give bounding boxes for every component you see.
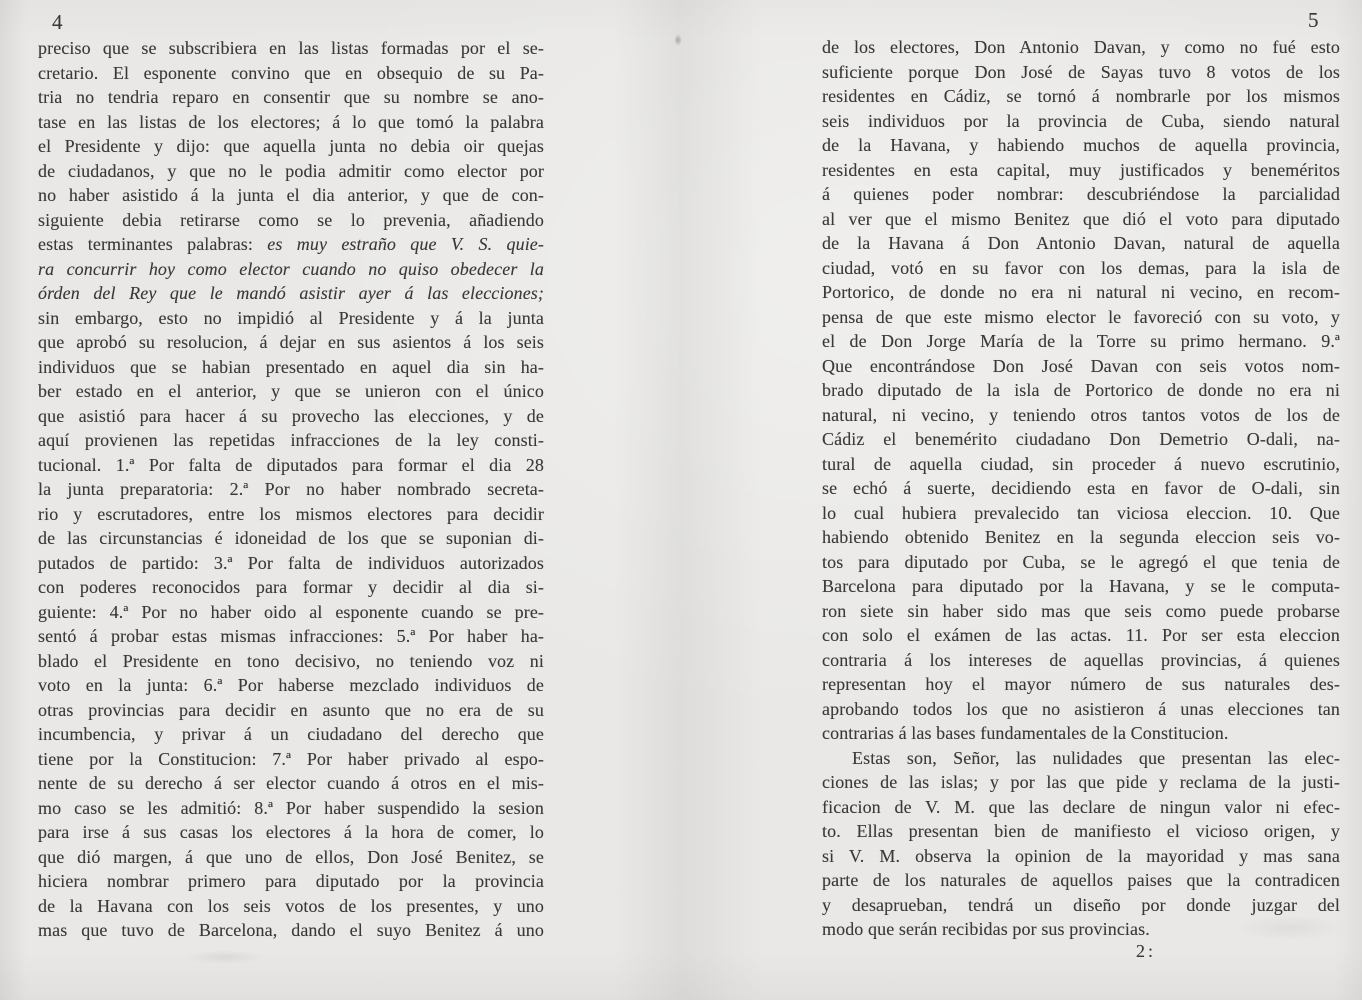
text-segment: pensa de que este mismo elector le favoreció con su voto, y [822, 306, 1340, 327]
text-segment: mo caso se les admitió: 8.ª Por haber suspendido la sesion [38, 797, 544, 818]
text-segment: to. Ellas presentan bien de manifiesto el vicioso origen, y [822, 821, 1340, 841]
text-segment: parte de los naturales de aquellos paises que la contradicen [822, 870, 1340, 890]
text-line [822, 207, 1340, 232]
text-line [38, 61, 544, 86]
text-segment: contrarias á las bases fundamentales de la Constitucion. [822, 723, 1229, 743]
text-segment: que dió margen, á que uno de ellos, Don José Benitez, se [38, 846, 544, 867]
text-line [38, 575, 544, 600]
text-segment: sentó á probar estas mismas infracciones: 5.ª Por haber ha- [38, 626, 544, 646]
text-segment: de la Havana, y habiendo muchos de aquella provincia, [822, 135, 1340, 155]
page-4-text-column [38, 36, 544, 943]
text-segment: de ciudadanos, y que no le podia admitir como elector por [38, 160, 544, 181]
text-segment: sin embargo, esto no impidió al Presidente y á la junta [38, 307, 544, 328]
text-line [822, 354, 1340, 379]
text-segment: natural, ni vecino, y teniendo otros tantos votos de los de [822, 404, 1340, 425]
text-line [38, 600, 544, 625]
text-segment: tural de aquella ciudad, sin proceder á nuevo escrutinio, [822, 453, 1340, 474]
text-line [38, 477, 544, 502]
text-line [38, 428, 544, 453]
text-segment: seis individuos por la provincia de Cuba, siendo natural [822, 110, 1340, 131]
text-line [38, 379, 544, 404]
text-line [822, 501, 1340, 526]
text-segment: el de Don Jorge María de la Torre su primo hermano. 9.ª [822, 331, 1340, 351]
text-segment: incumbencia, y privar á un ciudadano del derecho que [38, 724, 544, 744]
text-line [822, 60, 1340, 85]
text-segment: putados de partido: 3.ª Por falta de individuos autorizados [38, 552, 544, 573]
text-segment: que aprobó su resolucion, á dejar en sus asientos á los seis [38, 332, 544, 352]
text-segment: y desaprueban, tendrá un diseño por donde juzgar del [822, 894, 1340, 915]
text-line [38, 232, 544, 257]
text-line [38, 281, 544, 306]
text-segment: Que encontrándose Don José Davan con seis votos nom- [822, 355, 1340, 376]
text-segment: con solo el exámen de las actas. 11. Por ser esta eleccion [822, 625, 1340, 645]
text-segment: ciones de las islas; y por las que pide y reclama de la justi- [822, 772, 1340, 792]
text-line [822, 672, 1340, 697]
text-line [38, 502, 544, 527]
text-line [822, 158, 1340, 183]
text-line [822, 623, 1340, 648]
text-line [822, 648, 1340, 673]
text-line [822, 599, 1340, 624]
text-line [38, 257, 544, 282]
text-segment: de las circunstancias é idoneidad de los que se suponian di- [38, 528, 544, 548]
scan-artifact [185, 950, 265, 964]
text-line [38, 404, 544, 429]
text-line [38, 673, 544, 698]
text-line [38, 894, 544, 919]
text-line [38, 869, 544, 894]
text-segment: representan hoy el mayor número de sus naturales des- [822, 674, 1340, 694]
text-segment: tos para diputado por Cuba, se le agregó el que tenia de [822, 551, 1340, 572]
text-line [38, 110, 544, 135]
text-segment: rio y escrutadores, entre los mismos electores para decidir [38, 503, 544, 524]
signature-mark: 2: [1136, 941, 1157, 961]
text-segment: Portorico, de donde no era ni natural ni vecino, en recom- [822, 282, 1340, 302]
italic-text-segment: ra concurrir hoy como elector cuando no quiso obedecer la [38, 258, 544, 279]
text-line [822, 256, 1340, 281]
text-segment: al ver que el mismo Benitez que dió el voto para diputado [822, 208, 1340, 229]
text-segment: Estas son, Señor, las nulidades que presentan las elec- [852, 747, 1340, 768]
text-segment: ber estado en el anterior, y que se unieron con el único [38, 381, 544, 401]
text-segment: preciso que se subscribiera en las listas formadas por el se- [38, 38, 544, 58]
text-segment: ciudad, votó en su favor con los demas, para la isla de [822, 257, 1340, 278]
text-segment: suficiente porque Don José de Sayas tuvo 8 votos de los [822, 61, 1340, 82]
text-line [38, 526, 544, 551]
text-segment: no haber asistido á la junta el dia anterior, y que de con- [38, 185, 544, 205]
page-number-right: 5 [1308, 8, 1319, 32]
text-segment: de la Havana con los seis votos de los presentes, y uno [38, 895, 544, 916]
page-number-left: 4 [52, 10, 63, 34]
text-segment: con poderes reconocidos para formar y decidir al dia si- [38, 577, 544, 597]
text-segment: si V. M. observa la opinion de la mayoridad y mas sana [822, 845, 1340, 866]
text-line [38, 159, 544, 184]
text-segment: tase en las listas de los electores; á lo que tomó la palabra [38, 111, 544, 132]
text-line [822, 35, 1340, 60]
text-segment: la junta preparatoria: 2.ª Por no haber nombrado secreta- [38, 479, 544, 499]
text-segment: tucional. 1.ª Por falta de diputados para formar el dia 28 [38, 454, 544, 475]
text-segment: que asistió para hacer á su provecho las elecciones, y de [38, 405, 544, 426]
text-line [38, 453, 544, 478]
text-segment: aquí provienen las repetidas infracciones de la ley consti- [38, 430, 544, 450]
text-line [822, 550, 1340, 575]
text-segment: ron siete sin haber sido mas que seis como puede probarse [822, 600, 1340, 621]
text-line [38, 747, 544, 772]
text-line [38, 624, 544, 649]
text-line [822, 746, 1340, 771]
italic-text-segment: órden del Rey que le mandó asistir ayer á las elecciones; [38, 283, 544, 303]
text-line [38, 183, 544, 208]
text-line [38, 771, 544, 796]
text-line [38, 722, 544, 747]
text-line [38, 208, 544, 233]
text-segment: guiente: 4.ª Por no haber oido al esponente cuando se pre- [38, 601, 544, 622]
text-line [38, 820, 544, 845]
text-segment: tria no tendria reparo en consentir que su nombre se ano- [38, 87, 544, 107]
text-line [38, 796, 544, 821]
text-line [38, 918, 544, 943]
text-segment: siguiente debia retirarse como se lo prevenia, añadiendo [38, 209, 544, 230]
text-segment: voto en la junta: 6.ª Por haberse mezclado individuos de [38, 675, 544, 695]
text-line [822, 574, 1340, 599]
text-segment: brado diputado de la isla de Portorico de donde no era ni [822, 380, 1340, 400]
text-line [822, 868, 1340, 893]
text-segment: residentes en Cádiz, se tornó á nombrarle por los mismos [822, 86, 1340, 106]
text-line [822, 795, 1340, 820]
text-line [822, 452, 1340, 477]
text-segment: modo que serán recibidas por sus provincias. [822, 919, 1150, 939]
text-line [822, 329, 1340, 354]
text-line [822, 476, 1340, 501]
text-line [822, 133, 1340, 158]
text-line [822, 525, 1340, 550]
text-segment: blado el Presidente en tono decisivo, no teniendo voz ni [38, 650, 544, 671]
text-segment: otras provincias para decidir en asunto que no era de su [38, 699, 544, 720]
text-line [38, 134, 544, 159]
text-line [822, 182, 1340, 207]
text-segment: individuos que se habian presentado en aquel dia sin ha- [38, 356, 544, 377]
text-segment: de la Havana á Don Antonio Davan, natural de aquella [822, 233, 1340, 253]
text-segment: hiciera nombrar primero para diputado por la provincia [38, 871, 544, 891]
text-segment: estas terminantes palabras: [38, 234, 268, 254]
scan-artifact [674, 34, 682, 46]
text-segment: lo cual hubiera prevalecido tan viciosa eleccion. 10. Que [822, 502, 1340, 523]
text-line [822, 819, 1340, 844]
text-segment: cretario. El esponente convino que en obsequio de su Pa- [38, 62, 544, 83]
text-segment: mas que tuvo de Barcelona, dando el suyo Benitez á uno [38, 920, 544, 940]
text-line [822, 84, 1340, 109]
text-segment: tiene por la Constitucion: 7.ª Por haber privado al espo- [38, 748, 544, 769]
text-line [38, 330, 544, 355]
text-segment: Barcelona para diputado por la Havana, y se le computa- [822, 576, 1340, 596]
text-line [38, 85, 544, 110]
text-line [38, 551, 544, 576]
text-line [822, 305, 1340, 330]
text-segment: de los electores, Don Antonio Davan, y como no fué esto [822, 37, 1340, 57]
text-line [38, 649, 544, 674]
page-5-text-column [822, 35, 1340, 942]
text-line [822, 697, 1340, 722]
text-line [822, 770, 1340, 795]
text-segment: el Presidente y dijo: que aquella junta no debia oir quejas [38, 136, 544, 156]
text-segment: ficacion de V. M. que las declare de ningun valor ni efec- [822, 796, 1340, 817]
text-line [822, 280, 1340, 305]
text-segment: se echó á suerte, decidiendo esta en favor de O-dali, sin [822, 478, 1340, 498]
text-line [38, 306, 544, 331]
text-segment: á quienes poder nombrar: descubriéndose la parcialidad [822, 184, 1340, 204]
text-line [822, 917, 1340, 942]
text-line [38, 355, 544, 380]
text-line [822, 403, 1340, 428]
text-line [822, 378, 1340, 403]
text-segment: nente de su derecho á ser elector cuando á otros en el mis- [38, 773, 544, 793]
text-segment: contraria á los intereses de aquellas provincias, á quienes [822, 649, 1340, 670]
text-line [822, 427, 1340, 452]
text-line [38, 36, 544, 61]
text-segment: residentes en esta capital, muy justificados y beneméritos [822, 159, 1340, 180]
text-line [822, 893, 1340, 918]
text-line [38, 845, 544, 870]
text-segment: aprobando todos los que no asistieron á unas elecciones tan [822, 698, 1340, 719]
text-segment: habiendo obtenido Benitez en la segunda eleccion seis vo- [822, 527, 1340, 547]
italic-text-segment: es muy estraño que V. S. quie- [267, 234, 544, 254]
text-line [38, 698, 544, 723]
text-line [822, 231, 1340, 256]
text-line [822, 721, 1340, 746]
text-line [822, 844, 1340, 869]
text-segment: para irse á sus casas los electores á la hora de comer, lo [38, 822, 544, 842]
text-line [822, 109, 1340, 134]
text-segment: Cádiz el benemérito ciudadano Don Demetrio O-dali, na- [822, 429, 1340, 449]
